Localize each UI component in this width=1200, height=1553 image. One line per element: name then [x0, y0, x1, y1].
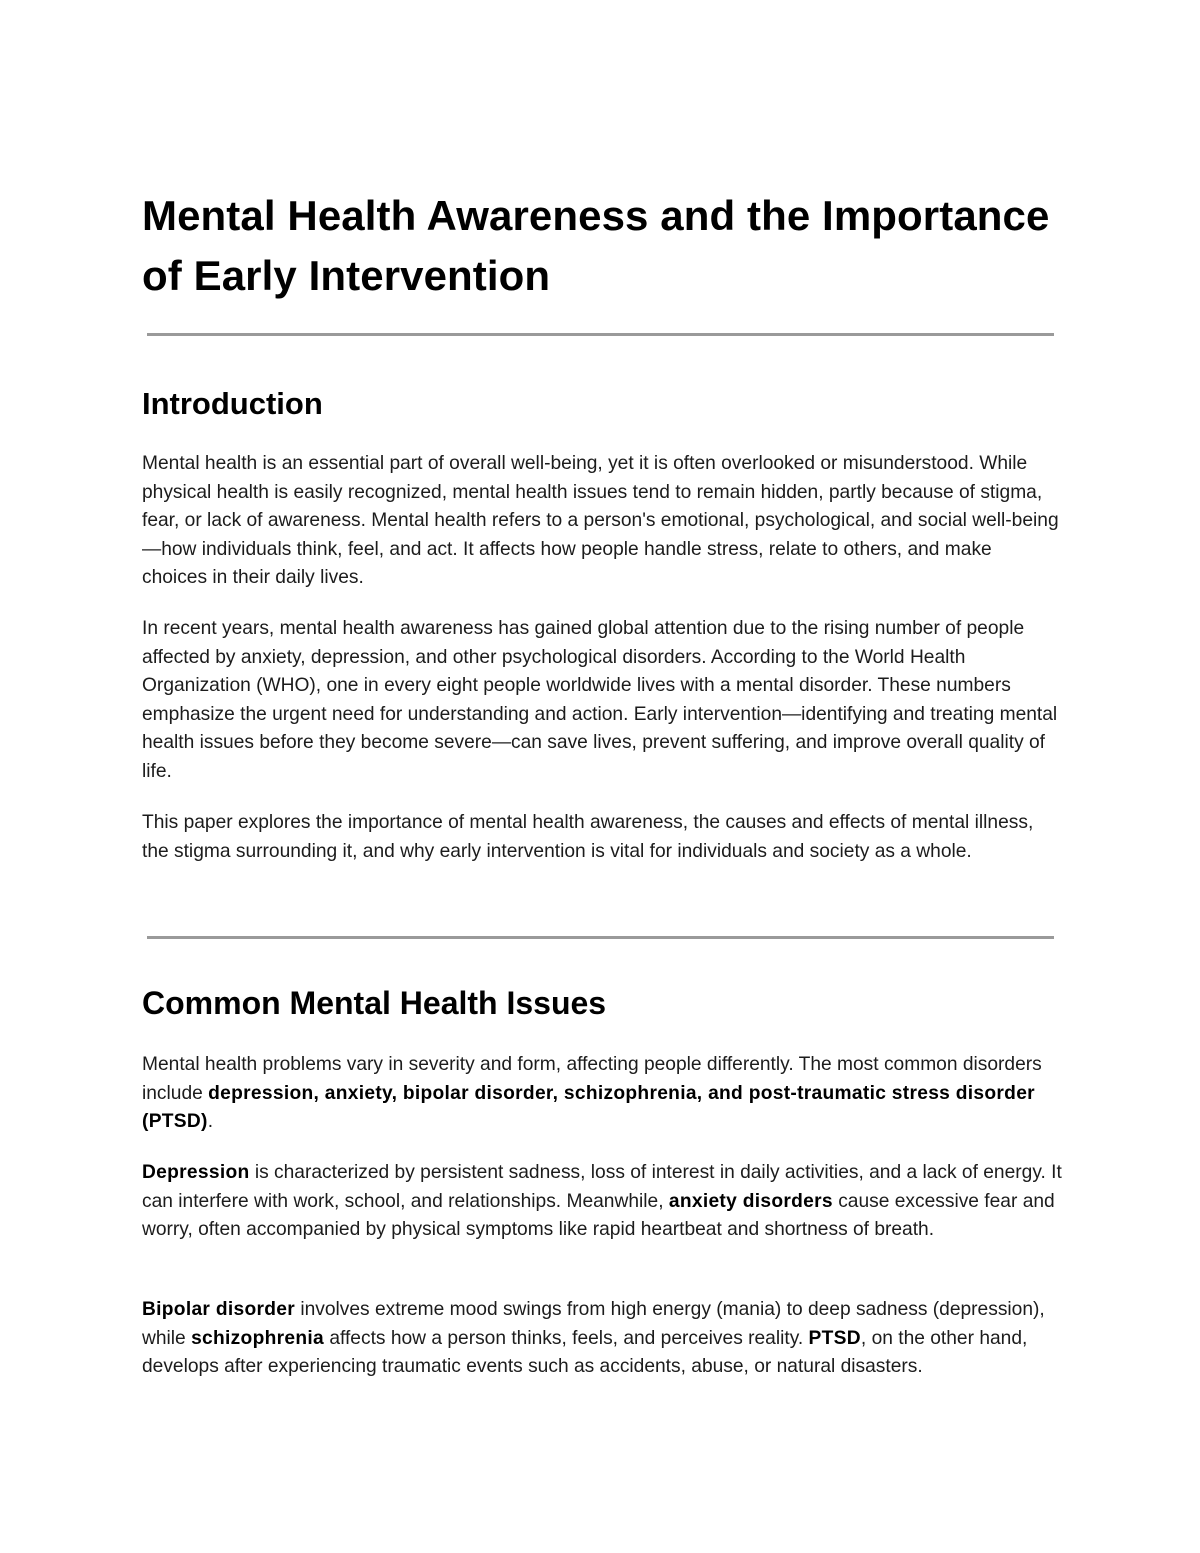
intro-paragraph-1: Mental health is an essential part of overall well-being, yet it is often overlooked or misunderstood. While physical health is easily recognized, mental health issues tend to remain hidden, partly because of stigma, fear, or lack of awareness. Mental health refers to a person's emotional, psychological, and social well-being—how individuals think, feel, and act. It affects how people handle stress, relate to others, and make choices in their daily lives.	[142, 453, 1059, 588]
issues-paragraph-2	[142, 1159, 1062, 1245]
section-divider	[147, 936, 1054, 939]
issues-p2-text-a: is characterized by persistent sadness, loss of interest in daily activities, and a lack of energy. It can interfere with work, school, and relationships. Meanwhile,	[142, 1162, 1062, 1212]
issues-paragraph-1	[142, 1051, 1062, 1137]
intro-paragraph-2: In recent years, mental health awareness has gained global attention due to the rising number of people affected by anxiety, depression, and other psychological disorders. According to the World Health Organization (WHO), one in every eight people worldwide lives with a mental disorder. These numbers emphasize the urgent need for understanding and action. Early intervention—identifying and treating mental health issues before they become severe—can save lives, prevent suffering, and improve overall quality of life.	[142, 618, 1058, 782]
term-bipolar-disorder: Bipolar disorder	[142, 1299, 295, 1320]
issues-p2-text-b: cause excessive fear and worry, often accompanied by physical symptoms like rapid heartbeat and shortness of breath.	[142, 1190, 1055, 1240]
document-title: Mental Health Awareness and the Importance of Early Intervention	[142, 192, 1050, 299]
issues-paragraph-3	[142, 1296, 1062, 1382]
issues-p1-end: .	[207, 1111, 214, 1132]
issues-p1-text: Mental health problems vary in severity and form, affecting people differently. The most common disorders include	[142, 1054, 1042, 1104]
term-schizophrenia: schizophrenia	[191, 1327, 324, 1349]
section-heading-introduction: Introduction	[142, 386, 323, 421]
intro-paragraph-3: This paper explores the importance of mental health awareness, the causes and effects of mental illness, the stigma surrounding it, and why early intervention is vital for individuals and society as a whole.	[142, 812, 1034, 862]
term-ptsd: PTSD	[808, 1327, 861, 1349]
section-heading-common-issues: Common Mental Health Issues	[142, 985, 607, 1021]
term-anxiety-disorders: anxiety disorders	[668, 1190, 833, 1212]
issues-p3-text-a: involves extreme mood swings from high energy (mania) to deep sadness (depression), while	[142, 1299, 1045, 1349]
issues-p3-text-b: affects how a person thinks, feels, and perceives reality.	[323, 1327, 809, 1349]
section-divider	[147, 333, 1054, 336]
issues-p1-bold-list: depression, anxiety, bipolar disorder, schizophrenia, and post-traumatic stress disorder (PTSD)	[142, 1082, 1035, 1132]
issues-p3-text-c: , on the other hand, develops after experiencing traumatic events such as accidents, abuse, or natural disasters.	[142, 1327, 1028, 1377]
term-depression: Depression	[142, 1162, 250, 1183]
